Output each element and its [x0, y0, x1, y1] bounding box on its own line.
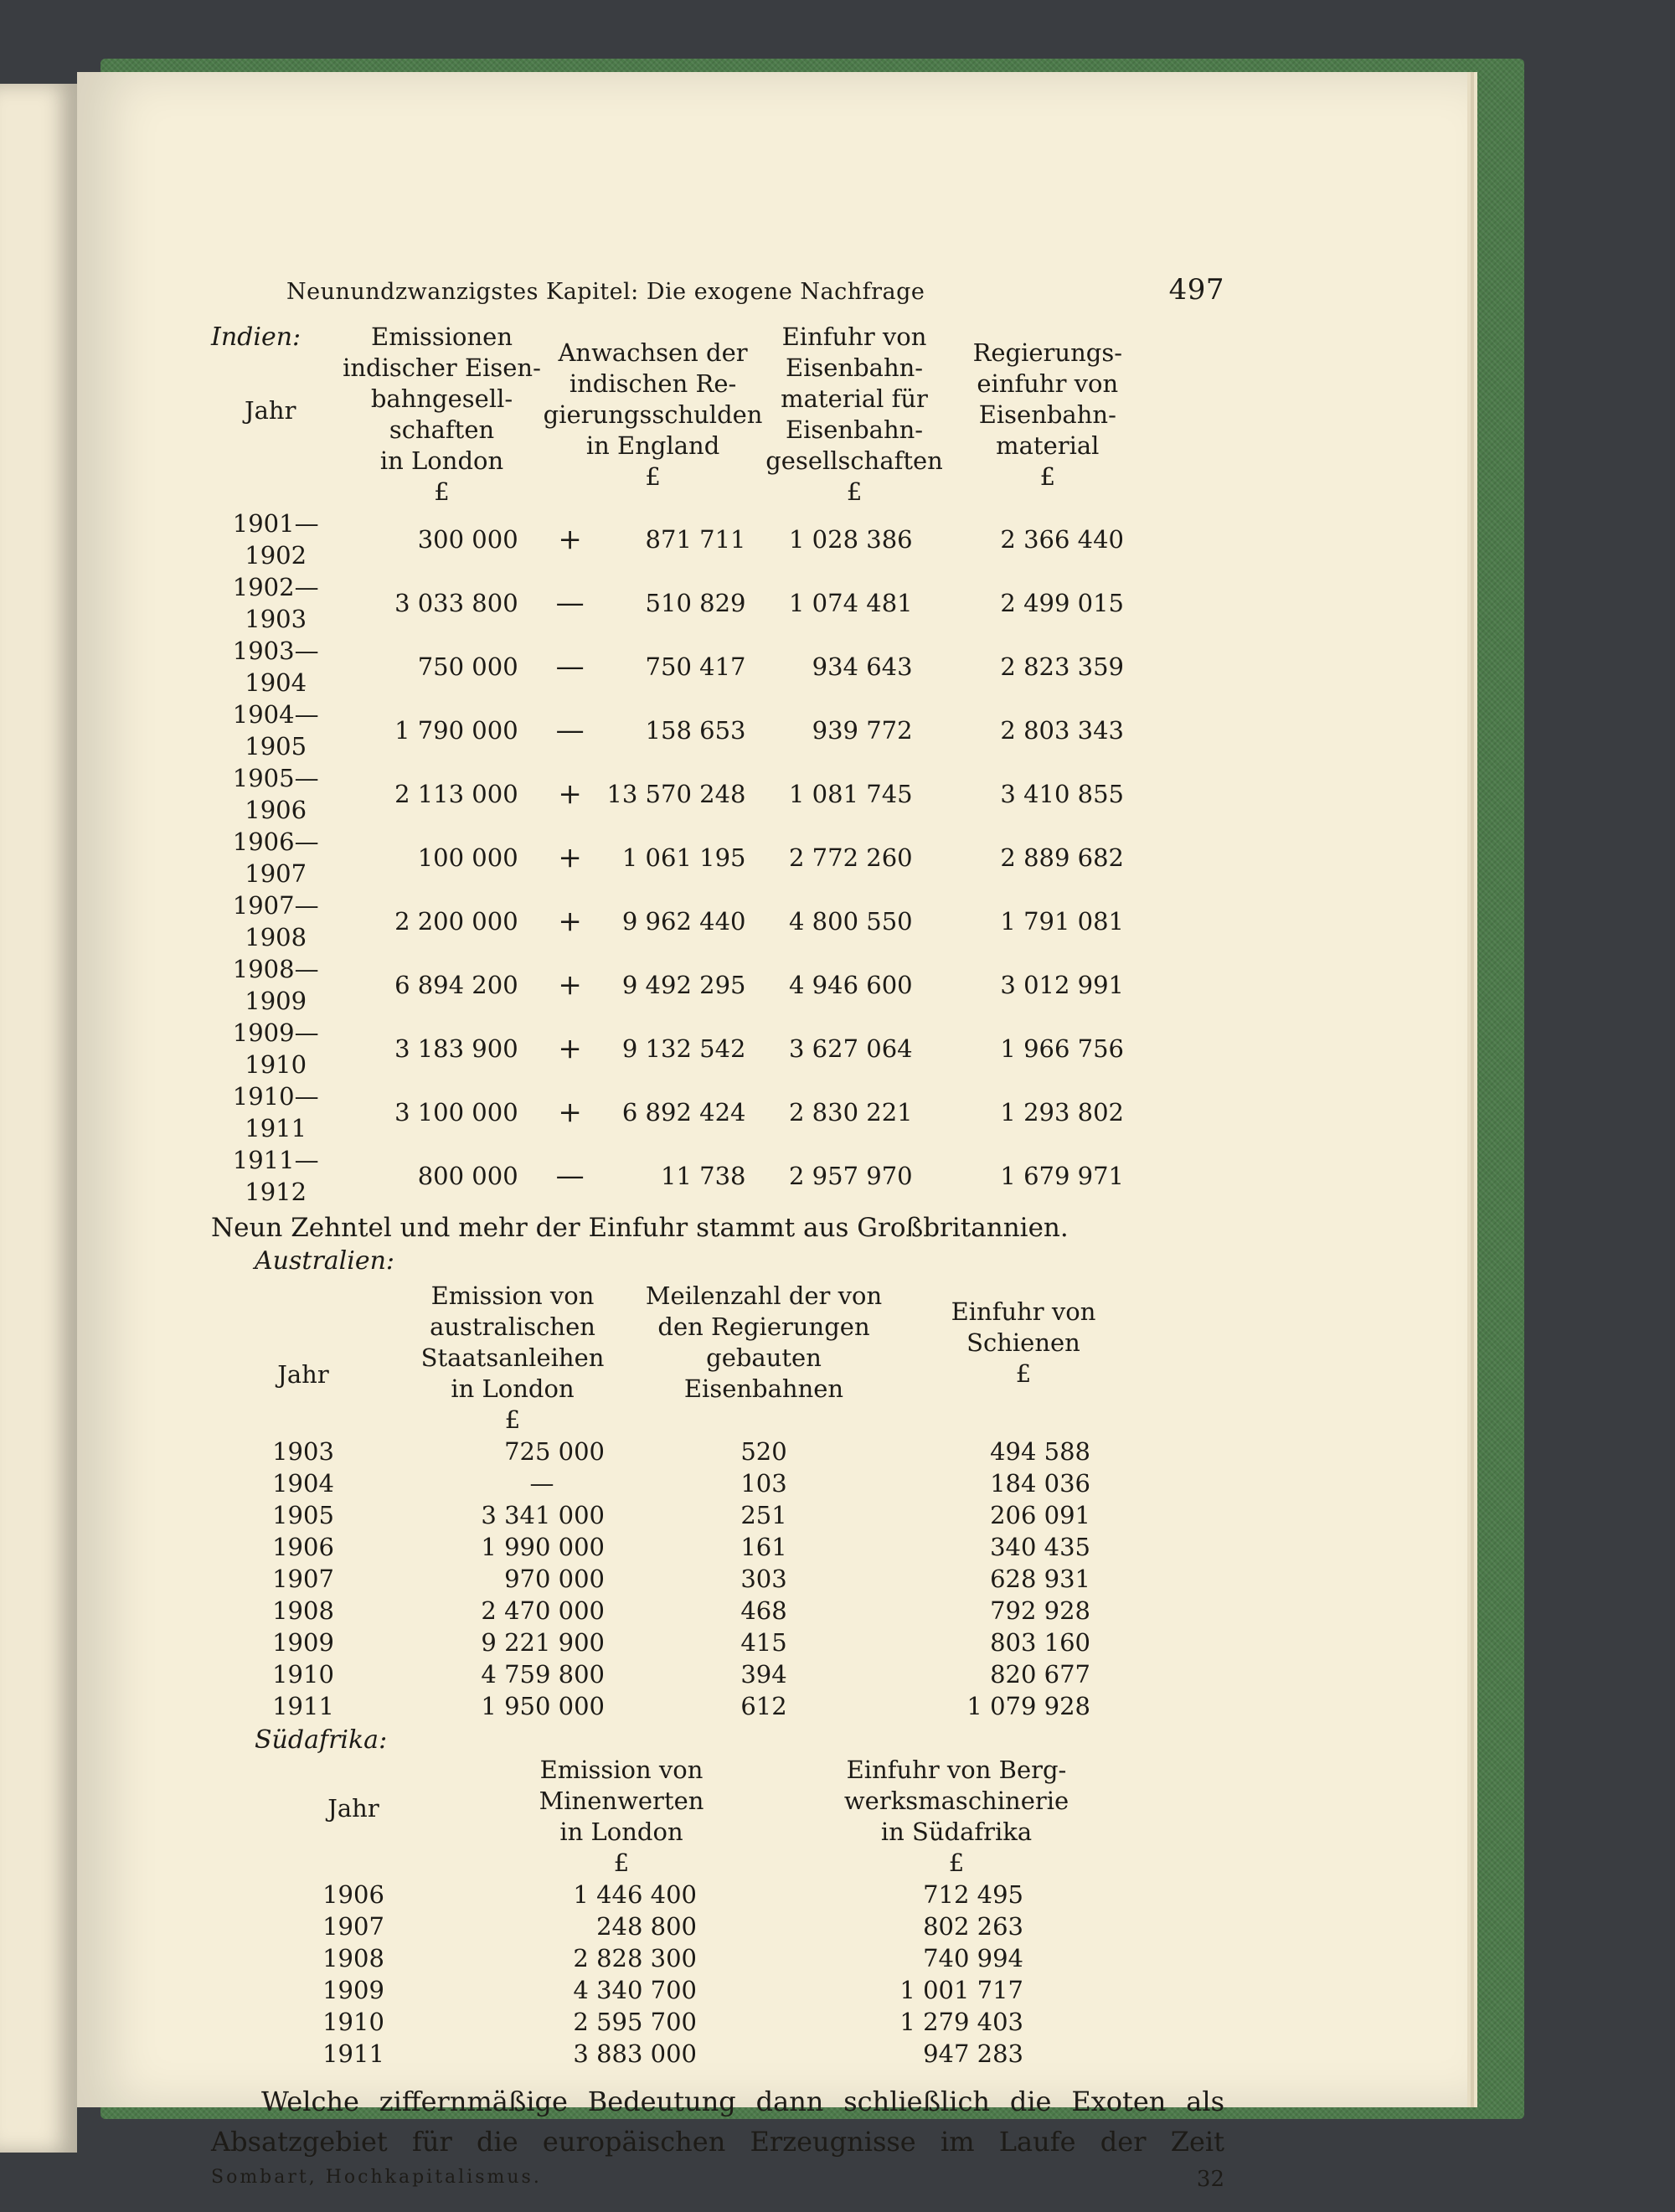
emission-cell: 3 033 800 [394, 589, 518, 617]
import-cell: 1 081 745 [789, 780, 913, 808]
emission-cell: 750 000 [417, 652, 518, 681]
table-row [211, 1144, 1149, 1208]
table-row [211, 699, 1149, 762]
header-line: Emission von [539, 1756, 704, 1784]
australien-col2-header [630, 1281, 898, 1436]
emission-cell: 2 828 300 [573, 1944, 697, 1972]
rail-import-cell: 184 036 [990, 1469, 1090, 1498]
debt-cell: 9 962 440 [621, 907, 746, 936]
gov-import-cell: 1 293 802 [1000, 1098, 1124, 1127]
emission-cell: 4 340 700 [573, 1976, 697, 2004]
rail-import-cell: 494 588 [990, 1437, 1090, 1466]
import-cell: 939 772 [812, 716, 913, 745]
sign-cell: — [555, 586, 585, 620]
header-line: in England [585, 431, 720, 460]
table-row [211, 1436, 1149, 1467]
running-head [211, 273, 1224, 307]
emission-cell: 9 221 900 [481, 1628, 605, 1657]
australien-col1-header [395, 1281, 630, 1436]
year-cell: 1903 [272, 1437, 334, 1466]
year-cell: 1906 [272, 1533, 334, 1561]
table-row [211, 1531, 1149, 1563]
year-cell: 1908 [272, 1596, 334, 1625]
header-line: Staatsanleihen [420, 1343, 605, 1372]
header-line: indischer Eisen- [343, 353, 541, 382]
indien-col1-header [340, 322, 543, 508]
header-line: Einfuhr von [951, 1297, 1096, 1326]
machinery-import-cell: 1 001 717 [899, 1976, 1023, 2004]
year-cell: 1909—1910 [232, 1018, 319, 1079]
miles-cell: 394 [740, 1660, 787, 1689]
table-row [211, 1595, 1149, 1627]
year-cell: 1907 [322, 1912, 384, 1941]
year-cell: 1903—1904 [232, 637, 319, 697]
table-row [211, 1080, 1149, 1144]
header-line: £ [504, 1405, 521, 1434]
emission-cell: 248 800 [596, 1912, 697, 1941]
table-row [211, 762, 1149, 826]
rail-import-cell: 206 091 [990, 1501, 1090, 1529]
miles-cell: 103 [740, 1469, 787, 1498]
table-row [211, 571, 1149, 635]
header-line: Einfuhr von [781, 322, 927, 351]
table-row [211, 1467, 1149, 1499]
machinery-import-cell: 947 283 [923, 2039, 1023, 2068]
emission-cell: 725 000 [504, 1437, 605, 1466]
page-content [211, 273, 1224, 2192]
import-cell: 2 772 260 [789, 843, 913, 872]
australien-col3-header [898, 1281, 1149, 1436]
import-cell: 3 627 064 [789, 1034, 913, 1063]
header-line: Einfuhr von Berg- [846, 1756, 1067, 1784]
table-row [211, 1563, 1149, 1595]
table-row [211, 2038, 1132, 2070]
book-page [77, 72, 1467, 2192]
miles-cell: 161 [740, 1533, 787, 1561]
table-row [211, 1879, 1132, 1910]
gov-import-cell: 2 499 015 [1000, 589, 1124, 617]
indien-col3-header [762, 322, 946, 508]
header-line: Schienen [966, 1328, 1080, 1357]
emission-cell: 3 183 900 [394, 1034, 518, 1063]
sign-cell: + [558, 841, 582, 874]
suedafrika-table-body [211, 1879, 1132, 2070]
rail-import-cell: 628 931 [990, 1565, 1090, 1593]
year-cell: 1906—1907 [232, 828, 319, 888]
rail-import-cell: 820 677 [990, 1660, 1090, 1689]
header-line: Anwachsen der [558, 338, 748, 367]
sign-cell: + [558, 523, 582, 556]
emission-cell: 4 759 800 [481, 1660, 605, 1689]
suedafrika-table [211, 1755, 1132, 2070]
import-cell: 4 946 600 [789, 971, 913, 999]
year-cell: 1904—1905 [232, 700, 319, 761]
emission-cell: 1 990 000 [481, 1533, 605, 1561]
debt-cell: 9 492 295 [621, 971, 746, 999]
rail-import-cell: 1 079 928 [966, 1692, 1090, 1720]
footer-signature: 32 [1196, 2167, 1224, 2192]
debt-cell: 13 570 248 [606, 780, 746, 808]
suedafrika-header-row [211, 1755, 1132, 1879]
header-line: £ [948, 1848, 965, 1877]
year-cell: 1907 [272, 1565, 334, 1593]
emission-cell: 2 470 000 [481, 1596, 605, 1625]
sign-cell: — [555, 714, 585, 747]
sign-cell: + [558, 1032, 582, 1065]
header-line: £ [1039, 461, 1056, 491]
emission-cell: 3 100 000 [394, 1098, 518, 1127]
header-line: in Südafrika [880, 1818, 1033, 1846]
closing-paragraph [211, 2081, 1224, 2162]
suedafrika-col1-header [462, 1755, 781, 1879]
gov-import-cell: 1 966 756 [1000, 1034, 1124, 1063]
indien-year-header: Jahr [245, 396, 296, 425]
table-row [211, 1690, 1149, 1722]
indien-col2-header [544, 322, 763, 508]
year-cell: 1910—1911 [232, 1082, 319, 1142]
table-row [211, 1627, 1149, 1658]
year-cell: 1911 [322, 2039, 384, 2068]
import-cell: 1 074 481 [789, 589, 913, 617]
sign-cell: + [558, 1096, 582, 1129]
header-line: Eisenbahn- [785, 415, 924, 444]
page-footer [211, 2167, 1224, 2192]
sign-cell: — [555, 1159, 585, 1193]
gov-import-cell: 2 366 440 [1000, 525, 1124, 554]
suedafrika-year-header: Jahr [327, 1793, 379, 1823]
rail-import-cell: 803 160 [990, 1628, 1090, 1657]
table-row [211, 1017, 1149, 1080]
header-line: in London [451, 1374, 575, 1403]
gov-import-cell: 2 803 343 [1000, 716, 1124, 745]
paragraph-line-2: Absatzgebiet für die europäischen Erzeugnisse im Laufe der Zeit [211, 2126, 1224, 2158]
header-line: Regierungs- [972, 338, 1123, 367]
australien-table-body [211, 1436, 1149, 1722]
debt-cell: 750 417 [645, 652, 746, 681]
indien-table [211, 322, 1149, 1208]
miles-cell: 520 [740, 1437, 787, 1466]
suedafrika-section-label: Südafrika: [255, 1725, 388, 1755]
emission-cell: 3 883 000 [573, 2039, 697, 2068]
emission-cell: 1 950 000 [481, 1692, 605, 1720]
emission-cell: 6 894 200 [394, 971, 518, 999]
emission-cell: 1 446 400 [573, 1880, 697, 1909]
year-cell: 1901—1902 [232, 509, 319, 570]
miles-cell: 303 [740, 1565, 787, 1593]
emission-cell: 2 595 700 [573, 2008, 697, 2036]
indien-note: Neun Zehntel und mehr der Einfuhr stammt aus Großbritannien. [211, 1213, 1069, 1243]
header-line: einfuhr von [977, 369, 1119, 398]
header-line: £ [846, 477, 863, 506]
header-line: gierungsschulden [543, 400, 763, 429]
year-cell: 1906 [322, 1880, 384, 1909]
indien-section-label: Indien: [211, 322, 302, 352]
machinery-import-cell: 1 279 403 [899, 2008, 1023, 2036]
header-line: £ [645, 461, 661, 491]
header-line: Eisenbahn- [785, 353, 924, 382]
year-cell: 1910 [272, 1660, 334, 1689]
header-line: Emission von [430, 1281, 595, 1310]
indien-header-row [211, 322, 1149, 508]
indien-table-body [211, 508, 1149, 1208]
header-line: gesellschaften [765, 446, 943, 475]
header-line: £ [1015, 1359, 1032, 1388]
header-line: gebauten [706, 1343, 822, 1372]
miles-cell: 415 [740, 1628, 787, 1657]
sign-cell: — [555, 650, 585, 683]
header-line: indischen Re- [569, 369, 737, 398]
header-line: den Regierungen [657, 1312, 870, 1341]
table-row [211, 826, 1149, 889]
emission-cell: — [529, 1469, 554, 1498]
gov-import-cell: 2 823 359 [1000, 652, 1124, 681]
header-line: schaften [389, 415, 495, 444]
debt-cell: 158 653 [645, 716, 746, 745]
emission-cell: 100 000 [417, 843, 518, 872]
debt-cell: 510 829 [645, 589, 746, 617]
machinery-import-cell: 712 495 [923, 1880, 1023, 1909]
page-number: 497 [1168, 273, 1224, 307]
suedafrika-col2-header [781, 1755, 1132, 1879]
table-row [211, 1499, 1149, 1531]
miles-cell: 612 [740, 1692, 787, 1720]
table-row [211, 889, 1149, 953]
year-cell: 1910 [322, 2008, 384, 2036]
year-cell: 1909 [272, 1628, 334, 1657]
debt-cell: 871 711 [645, 525, 746, 554]
emission-cell: 300 000 [417, 525, 518, 554]
rail-import-cell: 792 928 [990, 1596, 1090, 1625]
gov-import-cell: 2 889 682 [1000, 843, 1124, 872]
sign-cell: + [558, 968, 582, 1002]
year-cell: 1911—1912 [232, 1146, 319, 1206]
table-row [211, 2006, 1132, 2038]
import-cell: 4 800 550 [789, 907, 913, 936]
header-line: £ [434, 477, 450, 506]
debt-cell: 9 132 542 [621, 1034, 746, 1063]
debt-cell: 1 061 195 [621, 843, 746, 872]
machinery-import-cell: 802 263 [923, 1912, 1023, 1941]
import-cell: 2 957 970 [789, 1162, 913, 1190]
header-line: Emissionen [371, 322, 513, 351]
header-line: Eisenbahn- [978, 400, 1116, 429]
indien-year-header-cell [211, 322, 340, 508]
emission-cell: 3 341 000 [481, 1501, 605, 1529]
emission-cell: 2 113 000 [394, 780, 518, 808]
emission-cell: 1 790 000 [394, 716, 518, 745]
table-row [211, 1658, 1149, 1690]
australien-header-row [211, 1281, 1149, 1436]
header-line: werksmaschinerie [843, 1787, 1069, 1815]
table-row [211, 953, 1149, 1017]
emission-cell: 970 000 [504, 1565, 605, 1593]
header-line: £ [613, 1848, 630, 1877]
gov-import-cell: 3 012 991 [1000, 971, 1124, 999]
header-line: Eisenbahnen [683, 1374, 844, 1403]
table-row [211, 635, 1149, 699]
left-page-edge [0, 84, 77, 2153]
year-cell: 1904 [272, 1469, 334, 1498]
year-cell: 1911 [272, 1692, 334, 1720]
year-cell: 1907—1908 [232, 891, 319, 951]
header-line: in London [559, 1818, 683, 1846]
year-cell: 1905—1906 [232, 764, 319, 824]
year-cell: 1909 [322, 1976, 384, 2004]
australien-year-header: Jahr [277, 1360, 329, 1389]
header-line: Meilenzahl der von [645, 1281, 883, 1310]
year-cell: 1908 [322, 1944, 384, 1972]
header-line: Minenwerten [539, 1787, 704, 1815]
gov-import-cell: 3 410 855 [1000, 780, 1124, 808]
running-head-title: Neunundzwanzigstes Kapitel: Die exogene Nachfrage [286, 279, 925, 305]
emission-cell: 2 200 000 [394, 907, 518, 936]
header-line: material [996, 431, 1100, 460]
miles-cell: 468 [740, 1596, 787, 1625]
table-row [211, 1910, 1132, 1942]
paragraph-line-1: Welche ziffernmäßige Bedeutung dann schließlich die Exoten als [261, 2086, 1224, 2117]
table-row [211, 508, 1149, 571]
emission-cell: 800 000 [417, 1162, 518, 1190]
debt-cell: 11 738 [661, 1162, 746, 1190]
australien-table [211, 1281, 1149, 1722]
year-cell: 1908—1909 [232, 955, 319, 1015]
header-line: in London [379, 446, 504, 475]
year-cell: 1905 [272, 1501, 334, 1529]
gov-import-cell: 1 791 081 [1000, 907, 1124, 936]
machinery-import-cell: 740 994 [923, 1944, 1023, 1972]
header-line: australischen [430, 1312, 595, 1341]
table-row [211, 1974, 1132, 2006]
debt-cell: 6 892 424 [621, 1098, 746, 1127]
sign-cell: + [558, 777, 582, 811]
header-line: bahngesell- [370, 384, 513, 413]
footer-author: Sombart, Hochkapitalismus. [211, 2167, 542, 2188]
sign-cell: + [558, 905, 582, 938]
australien-section-label: Australien: [255, 1246, 395, 1276]
import-cell: 934 643 [812, 652, 913, 681]
year-cell: 1902—1903 [232, 573, 319, 633]
indien-col4-header [946, 322, 1149, 508]
header-line: material für [781, 384, 928, 413]
import-cell: 1 028 386 [789, 525, 913, 554]
gov-import-cell: 1 679 971 [1000, 1162, 1124, 1190]
rail-import-cell: 340 435 [990, 1533, 1090, 1561]
miles-cell: 251 [740, 1501, 787, 1529]
table-row [211, 1942, 1132, 1974]
import-cell: 2 830 221 [789, 1098, 913, 1127]
